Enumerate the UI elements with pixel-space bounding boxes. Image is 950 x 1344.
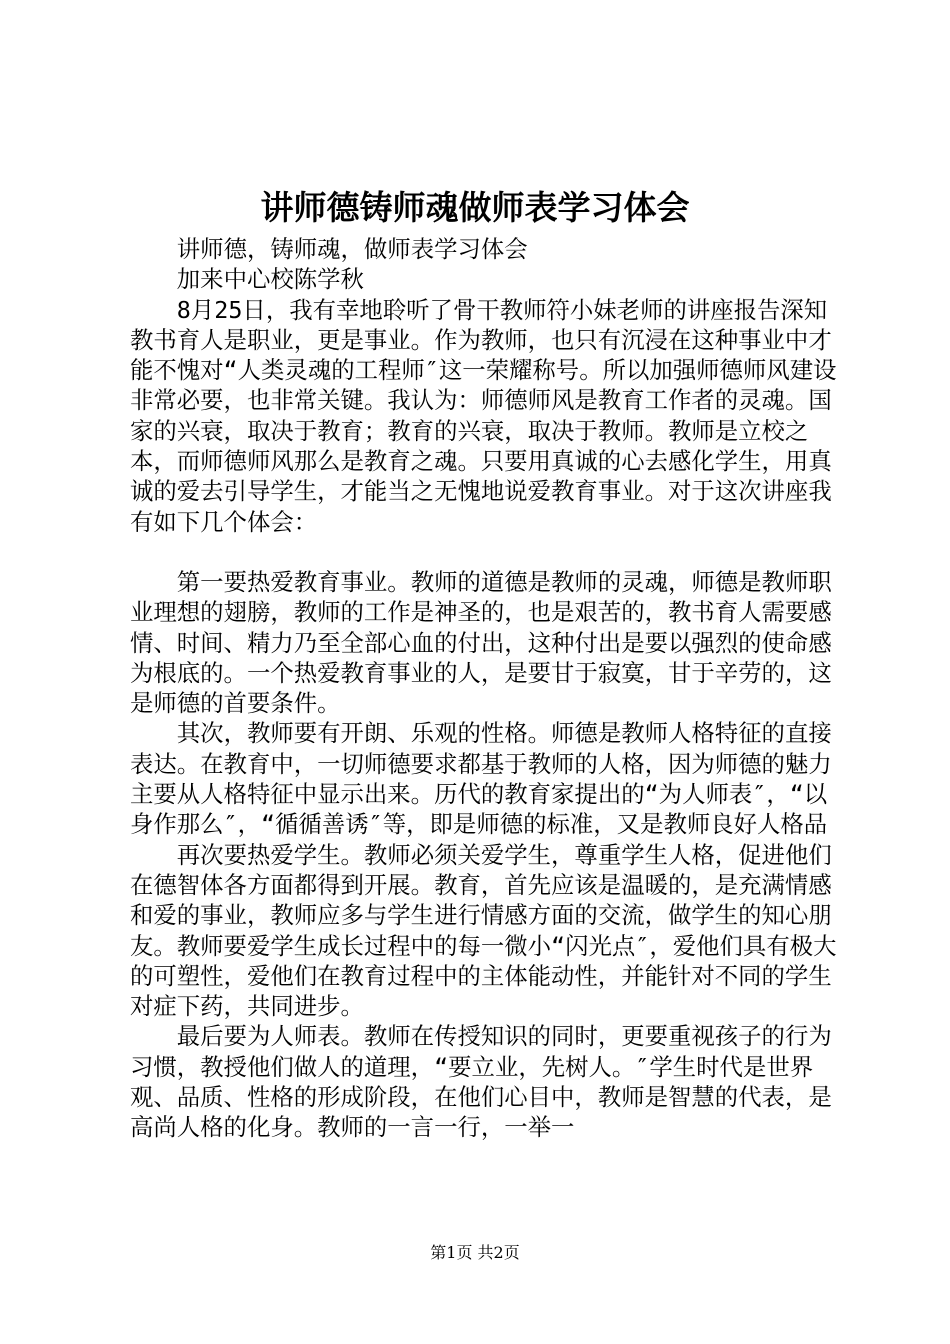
paragraph-first-point: 第一要热爱教育事业。教师的道德是教师的灵魂，师德是教师职业理想的翅膀，教师的工作是神圣的，也是艰苦的，教书育人需要感情、时间、精力乃至全部心血的付出，这种付出是要以强烈的使命感为根底的。一个热爱教育事业的人，是要甘于寂寞，甘于辛劳的，这是师德的首要条件。 — [130, 567, 832, 718]
page-number-footer: 第1页 共2页 — [430, 1243, 520, 1262]
paragraph-fourth-point: 最后要为人师表。教师在传授知识的同时，更要重视孩子的行为习惯，教授他们做人的道理，“要立业，先树人。″学生时代是世界观、品质、性格的形成阶段，在他们心目中，教师是智慧的代表，是高尚人格的化身。教师的一言一行，一举一 — [130, 1022, 832, 1142]
paragraph-second-point: 其次，教师要有开朗、乐观的性格。师德是教师人格特征的直接表达。在教育中，一切师德要求都基于教师的人格，因为师德的魅力主要从人格特征中显示出来。历代的教育家提出的“为人师表″，“以身作那么″，“循循善诱″等，即是师德的标准，又是教师良好人格品 — [130, 719, 832, 839]
paragraph-gap — [130, 537, 842, 567]
author-line: 加来中心校陈学秋 — [176, 265, 364, 294]
document-title: 讲师德铸师魂做师表学习体会 — [260, 188, 690, 227]
paragraph-third-point: 再次要热爱学生。教师必须关爱学生，尊重学生人格，促进他们在德智体各方面都得到开展。教育，首先应该是温暖的，是充满情感和爱的事业，教师应多与学生进行情感方面的交流，做学生的知心朋友。教师要爱学生成长过程中的每一微小“闪光点″，爱他们具有极大的可塑性，爱他们在教育过程中的主体能动性，并能针对不同的学生对症下药，共同进步。 — [130, 840, 837, 1021]
paragraph-intro: 8月25日，我有幸地聆听了骨干教师符小妹老师的讲座报告深知教书育人是职业，更是事业。作为教师，也只有沉浸在这种事业中才能不愧对“人类灵魂的工程师″这一荣耀称号。所以加强师德师风建设非常必要，也非常关键。我认为：师德师风是教育工作者的灵魂。国家的兴衰，取决于教育；教育的兴衰，取决于教师。教师是立校之本，而师德师风那么是教育之魂。只要用真诚的心去感化学生，用真诚的爱去引导学生，才能当之无愧地说爱教育事业。对于这次讲座我有如下几个体会： — [130, 295, 837, 536]
subtitle-line: 讲师德，铸师魂，做师表学习体会 — [176, 235, 528, 263]
document-body — [130, 234, 842, 1143]
